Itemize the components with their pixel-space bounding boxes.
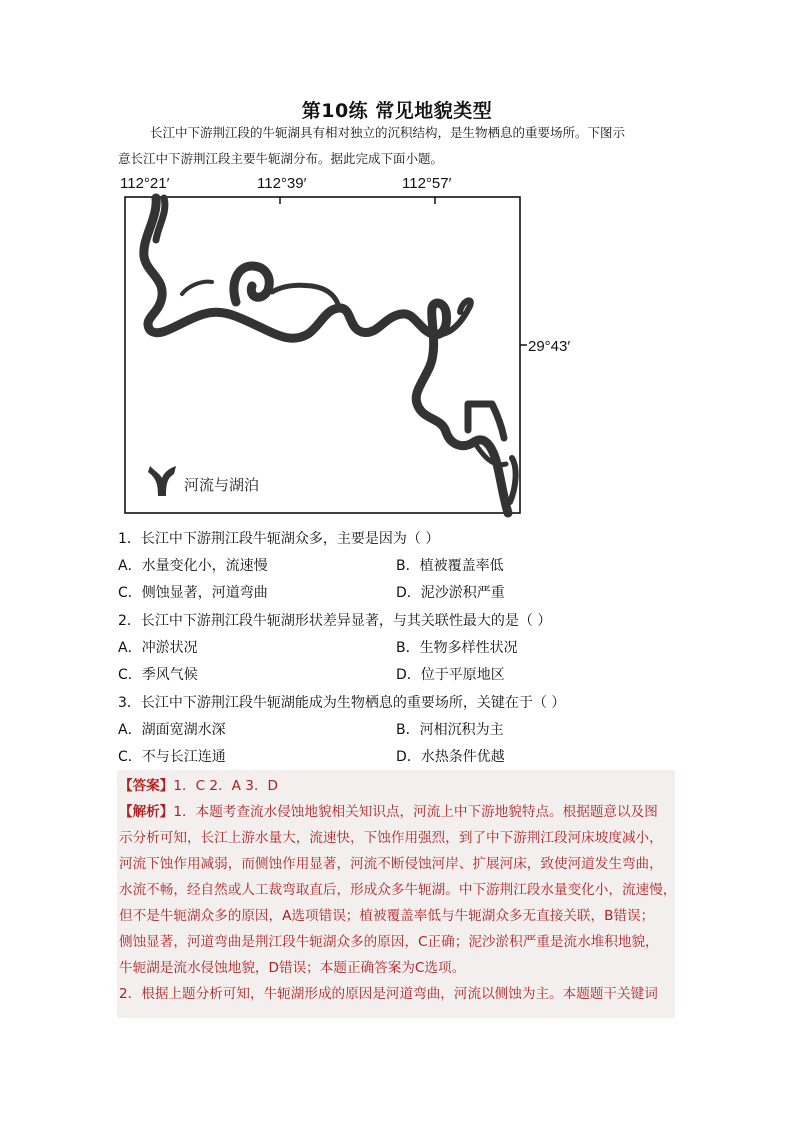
lon-label-2: 112°39′ bbox=[257, 175, 307, 192]
q2-option-b[interactable]: B．生物多样性状况 bbox=[396, 640, 518, 656]
q1-option-a[interactable]: A．水量变化小，流速慢 bbox=[118, 558, 268, 574]
analysis-line-8: 2．根据上题分析可知，牛轭湖形成的原因是河道弯曲，河流以侧蚀为主。本题题干关键词 bbox=[119, 986, 658, 1002]
page-title: 第10练 常见地貌类型 bbox=[301, 100, 493, 122]
q1-option-c[interactable]: C．侧蚀显著，河道弯曲 bbox=[118, 585, 268, 601]
analysis-line-1 bbox=[119, 800, 658, 820]
analysis-line-2: 示分析可知，长江上游水量大，流速快，下蚀作用强烈，到了中下游荆江段河床坡度减小， bbox=[119, 830, 663, 846]
q2-option-d[interactable]: D．位于平原地区 bbox=[396, 667, 505, 683]
analysis-text-1: 1．本题考查流水侵蚀地貌相关知识点，河流上中下游地貌特点。根据题意以及图 bbox=[173, 804, 658, 820]
map-frame bbox=[125, 197, 520, 513]
analysis-line-6: 侧蚀显著，河道弯曲是荆江段牛轭湖众多的原因，C正确；泥沙淤积严重是流水堆积地貌， bbox=[119, 934, 659, 950]
lon-label-1: 112°21′ bbox=[120, 175, 170, 192]
question-2-stem: 2．长江中下游荆江段牛轭湖形状差异显著，与其关联性最大的是（ ） bbox=[118, 613, 552, 629]
q3-option-d[interactable]: D．水热条件优越 bbox=[396, 749, 505, 765]
analysis-tag: 【解析】 bbox=[119, 804, 174, 820]
q1-option-b[interactable]: B．植被覆盖率低 bbox=[396, 558, 504, 574]
oxbow-lake-map bbox=[112, 168, 592, 520]
question-3-stem: 3．长江中下游荆江段牛轭湖能成为生物栖息的重要场所，关键在于（ ） bbox=[118, 695, 566, 711]
q2-option-c[interactable]: C．季风气候 bbox=[118, 667, 198, 683]
legend-label: 河流与湖泊 bbox=[184, 476, 260, 494]
river-channel bbox=[144, 198, 516, 513]
answer-tag: 【答案】 bbox=[119, 778, 174, 794]
intro-line-1: 长江中下游荆江段的牛轭湖具有相对独立的沉积结构，是生物栖息的重要场所。下图示 bbox=[150, 125, 626, 140]
analysis-line-3: 河流下蚀作用减弱，而侧蚀作用显著，河流不断侵蚀河岸、扩展河床，致使河道发生弯曲， bbox=[119, 856, 663, 872]
answer-line bbox=[119, 774, 278, 794]
q1-option-d[interactable]: D．泥沙淤积严重 bbox=[396, 585, 505, 601]
q3-option-a[interactable]: A．湖面宽湖水深 bbox=[118, 722, 226, 738]
question-1-stem: 1．长江中下游荆江段牛轭湖众多，主要是因为（ ） bbox=[118, 531, 440, 547]
analysis-line-7: 牛轭湖是流水侵蚀地貌，D错误；本题正确答案为C选项。 bbox=[119, 960, 466, 976]
lat-label: 29°43′ bbox=[528, 338, 571, 355]
legend bbox=[148, 466, 259, 496]
lon-label-3: 112°57′ bbox=[402, 175, 452, 192]
q3-option-b[interactable]: B．河相沉积为主 bbox=[396, 722, 504, 738]
legend-river-icon bbox=[148, 466, 176, 496]
analysis-line-5: 但不是牛轭湖众多的原因，A选项错误；植被覆盖率低与牛轭湖众多无直接关联，B错误； bbox=[119, 908, 655, 924]
analysis-line-4: 水流不畅，经自然或人工裁弯取直后，形成众多牛轭湖。中下游荆江段水量变化小，流速慢， bbox=[119, 882, 677, 898]
answer-text: 1．C 2．A 3．D bbox=[173, 778, 279, 794]
q3-option-c[interactable]: C．不与长江连通 bbox=[118, 749, 226, 765]
intro-line-2: 意长江中下游荆江段主要牛轭湖分布。据此完成下面小题。 bbox=[118, 151, 444, 166]
q2-option-a[interactable]: A．冲淤状况 bbox=[118, 640, 198, 656]
oxbow-lakes bbox=[182, 266, 504, 438]
